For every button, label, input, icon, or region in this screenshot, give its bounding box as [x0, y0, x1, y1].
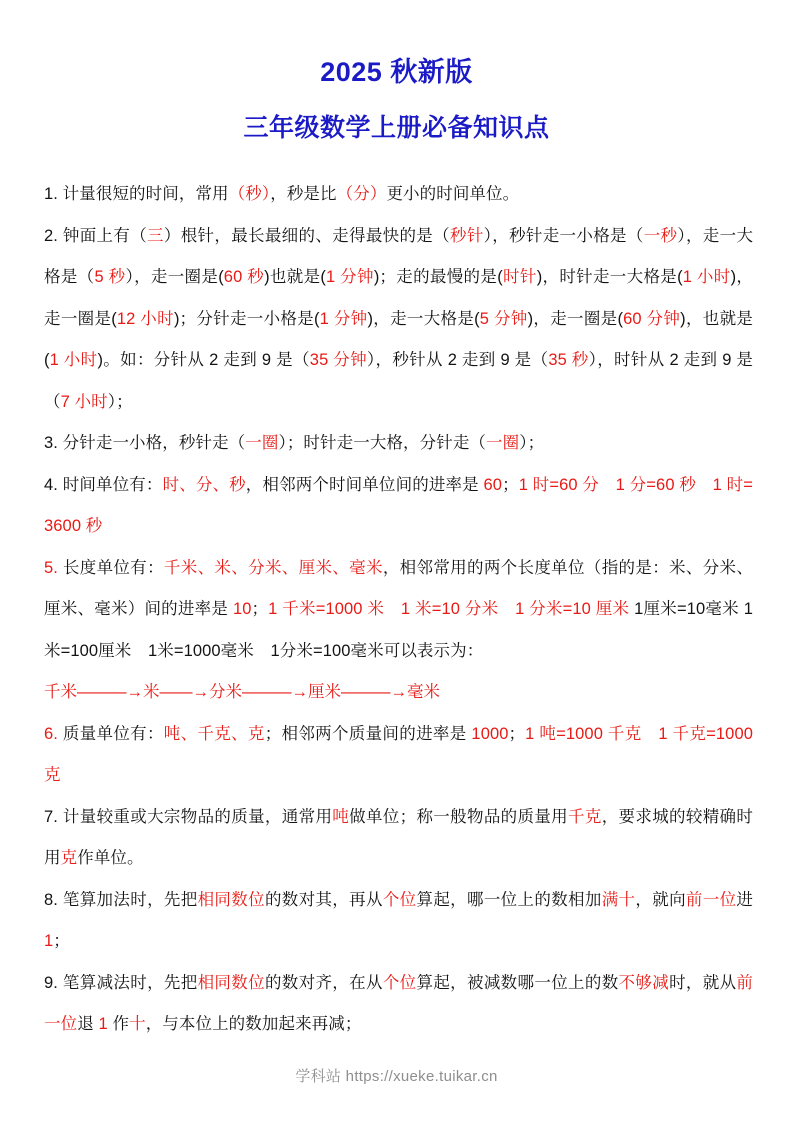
highlight-text: 十 [129, 1015, 146, 1034]
highlight-text: 1 [98, 1015, 108, 1034]
body-text: ； [508, 724, 526, 743]
highlight-text: 克 [60, 849, 78, 868]
highlight-text: 时、分、秒 [162, 475, 246, 494]
body-text: )，走一圈是( [527, 309, 624, 328]
knowledge-point [44, 216, 753, 424]
highlight-text: 一圈 [486, 434, 520, 452]
highlight-text: 35 分钟 [309, 351, 367, 369]
highlight-text: 满十 [601, 890, 636, 909]
highlight-text: 前一位 [44, 973, 754, 1034]
unit-chain-node: 米 [143, 683, 160, 702]
body-text: ），秒针从 2 走到 9 是（ [366, 351, 549, 369]
unit-chain-node: 千米 [44, 683, 77, 702]
body-text: 分针走一小格，秒针走（ [57, 434, 246, 452]
highlight-text: 5 秒 [94, 268, 126, 286]
body-text: 的数对其，再从 [264, 890, 383, 909]
highlight-text: 一秒 [643, 226, 678, 245]
body-text: ）根针，最长最细的、走得最快的是（ [163, 226, 450, 245]
body-text: ）；时针走一大格，分针走（ [278, 434, 487, 452]
body-text: ，要求城的较精确时用 [44, 807, 753, 868]
highlight-text: 1 千米=1000 米 1 米=10 分米 1 分米=10 厘米 [268, 600, 630, 618]
item-number: 7. [44, 807, 58, 826]
knowledge-point [44, 174, 753, 216]
highlight-text: 10 [232, 600, 252, 618]
knowledge-point [44, 797, 753, 880]
body-text: ；相邻两个质量间的进率是 [264, 724, 472, 743]
item-number: 2. [44, 226, 58, 245]
highlight-text: 秒针 [449, 226, 484, 245]
unit-chain-node: 毫米 [407, 683, 440, 702]
item-number: 9. [44, 973, 58, 992]
knowledge-point [44, 548, 753, 673]
highlight-text: 千米、米、分米、厘米、毫米 [163, 558, 383, 577]
body-text: 计量很短的时间，常用 [57, 185, 229, 203]
body-text: 质量单位有： [57, 724, 164, 743]
item-number: 8. [44, 890, 58, 909]
highlight-text: 1 小时 [682, 268, 731, 286]
body-text: ，相邻常用的两个长度单位（指的是：米、分米、厘米、毫米）间的进率是 [44, 558, 753, 618]
highlight-text: 1 分钟 [325, 268, 374, 286]
highlight-text: 60 [483, 475, 503, 494]
highlight-text: 60 秒 [223, 268, 265, 286]
unit-chain-arrow-icon: ———→ [341, 683, 407, 701]
body-text: ，相邻两个时间单位间的进率是 [245, 475, 484, 494]
body-text: ，就向 [635, 890, 686, 909]
highlight-text: 12 小时 [116, 309, 174, 328]
body-text: )。如：分针从 2 走到 9 是（ [97, 351, 310, 369]
highlight-text: 60 分钟 [623, 309, 681, 328]
document-header [0, 0, 793, 144]
length-unit-chain [44, 672, 753, 714]
body-text: ），走一圈是( [125, 268, 224, 286]
body-text: 钟面上有（ [57, 226, 148, 245]
body-text: 笔算加法时，先把 [57, 890, 198, 909]
page-title-sub: 三年级数学上册必备知识点 [243, 113, 550, 142]
body-text: 算起，被减数哪一位上的数 [416, 973, 619, 992]
unit-chain-node: 分米 [209, 683, 242, 702]
highlight-text: 1 分钟 [319, 309, 368, 328]
body-text: 长度单位有： [57, 558, 164, 577]
highlight-text: 一圈 [245, 434, 279, 452]
knowledge-point-list [44, 174, 753, 1046]
body-text: )，走一大格是( [367, 309, 480, 328]
page-title-main: 2025 秋新版 [320, 57, 473, 87]
body-text: )也就是( [264, 268, 326, 286]
body-text: )，走一圈是( [44, 268, 753, 328]
body-text: ； [251, 600, 269, 618]
body-text: 作单位。 [77, 849, 144, 868]
body-text: 算起，哪一位上的数相加 [416, 890, 602, 909]
highlight-text: 相同数位 [197, 890, 265, 909]
highlight-text: 1 时=60 分 1 分=60 秒 1 时=3600 秒 [44, 475, 753, 535]
highlight-text: 1 小时 [49, 351, 98, 369]
highlight-text: 7 小时 [60, 392, 108, 411]
highlight-text: 个位 [382, 890, 417, 909]
body-text: ），秒针走一小格是（ [483, 226, 644, 245]
highlight-text: 1 [44, 932, 54, 951]
unit-chain-arrow-icon: ———→ [242, 683, 308, 701]
body-text: 计量较重或大宗物品的质量，通常用 [57, 807, 333, 826]
knowledge-point [44, 423, 753, 465]
body-text: 更小的时间单位。 [386, 185, 520, 203]
item-number: 3. [44, 434, 58, 452]
highlight-text: 吨 [332, 807, 350, 826]
body-text: 作 [107, 1015, 130, 1034]
highlight-text: 35 秒 [548, 351, 589, 369]
body-text: )；分针走一小格是( [173, 309, 320, 328]
body-text: ），时针从 2 走到 9 是（ [44, 351, 753, 411]
body-text: 时间单位有： [57, 475, 163, 494]
highlight-text: 1 吨=1000 千克 1 千克=1000 克 [44, 724, 753, 785]
highlight-text: 吨、千克、克 [163, 724, 265, 743]
body-text: ），走一大格是（ [44, 226, 754, 286]
item-number: 5. [44, 558, 58, 577]
knowledge-point [44, 714, 753, 797]
knowledge-point [44, 465, 753, 548]
knowledge-point [44, 880, 753, 963]
highlight-text: 时针 [502, 268, 537, 286]
highlight-text: 相同数位 [197, 973, 265, 992]
body-text: ，秒是比 [270, 185, 337, 203]
highlight-text: 个位 [382, 973, 417, 992]
unit-chain-arrow-icon: ——→ [159, 683, 209, 701]
body-text: ）； [107, 392, 133, 411]
knowledge-point [44, 963, 753, 1046]
highlight-text: 前一位 [685, 890, 737, 909]
body-text: )；走的最慢的是( [373, 268, 503, 286]
body-text: 进 [736, 890, 754, 909]
highlight-text: 不够减 [618, 973, 670, 992]
body-text: )，也就是( [44, 309, 754, 369]
body-text: ； [502, 475, 519, 494]
highlight-text: 三 [147, 226, 164, 245]
unit-chain-arrow-icon: ———→ [77, 683, 143, 701]
item-number: 1. [44, 185, 58, 203]
item-number: 4. [44, 475, 58, 494]
body-text: 的数对齐，在从 [264, 973, 383, 992]
body-text: )，时针走一大格是( [536, 268, 683, 286]
body-text: 笔算减法时，先把 [57, 973, 198, 992]
body-text: 退 [77, 1015, 99, 1034]
highlight-text: （秒） [228, 185, 271, 203]
highlight-text: 千克 [568, 807, 602, 826]
body-text: ； [53, 932, 70, 951]
body-text: 1厘米=10毫米 1米=100厘米 1米=1000毫米 1分米=100毫米可以表示为： [44, 600, 753, 660]
body-text: 做单位；称一般物品的质量用 [349, 807, 569, 826]
item-number: 6. [44, 724, 58, 743]
highlight-text: 5 分钟 [479, 309, 528, 328]
unit-chain-node: 厘米 [308, 683, 341, 702]
body-text: 时，就从 [669, 973, 737, 992]
highlight-text: 1000 [471, 724, 509, 743]
highlight-text: （分） [336, 185, 387, 203]
footer-watermark: 学科站 https://xueke.tuikar.cn [295, 1068, 498, 1085]
body-text: ，与本位上的数加起来再减； [145, 1015, 362, 1034]
document-body [0, 174, 793, 1046]
body-text: ）； [519, 434, 545, 452]
